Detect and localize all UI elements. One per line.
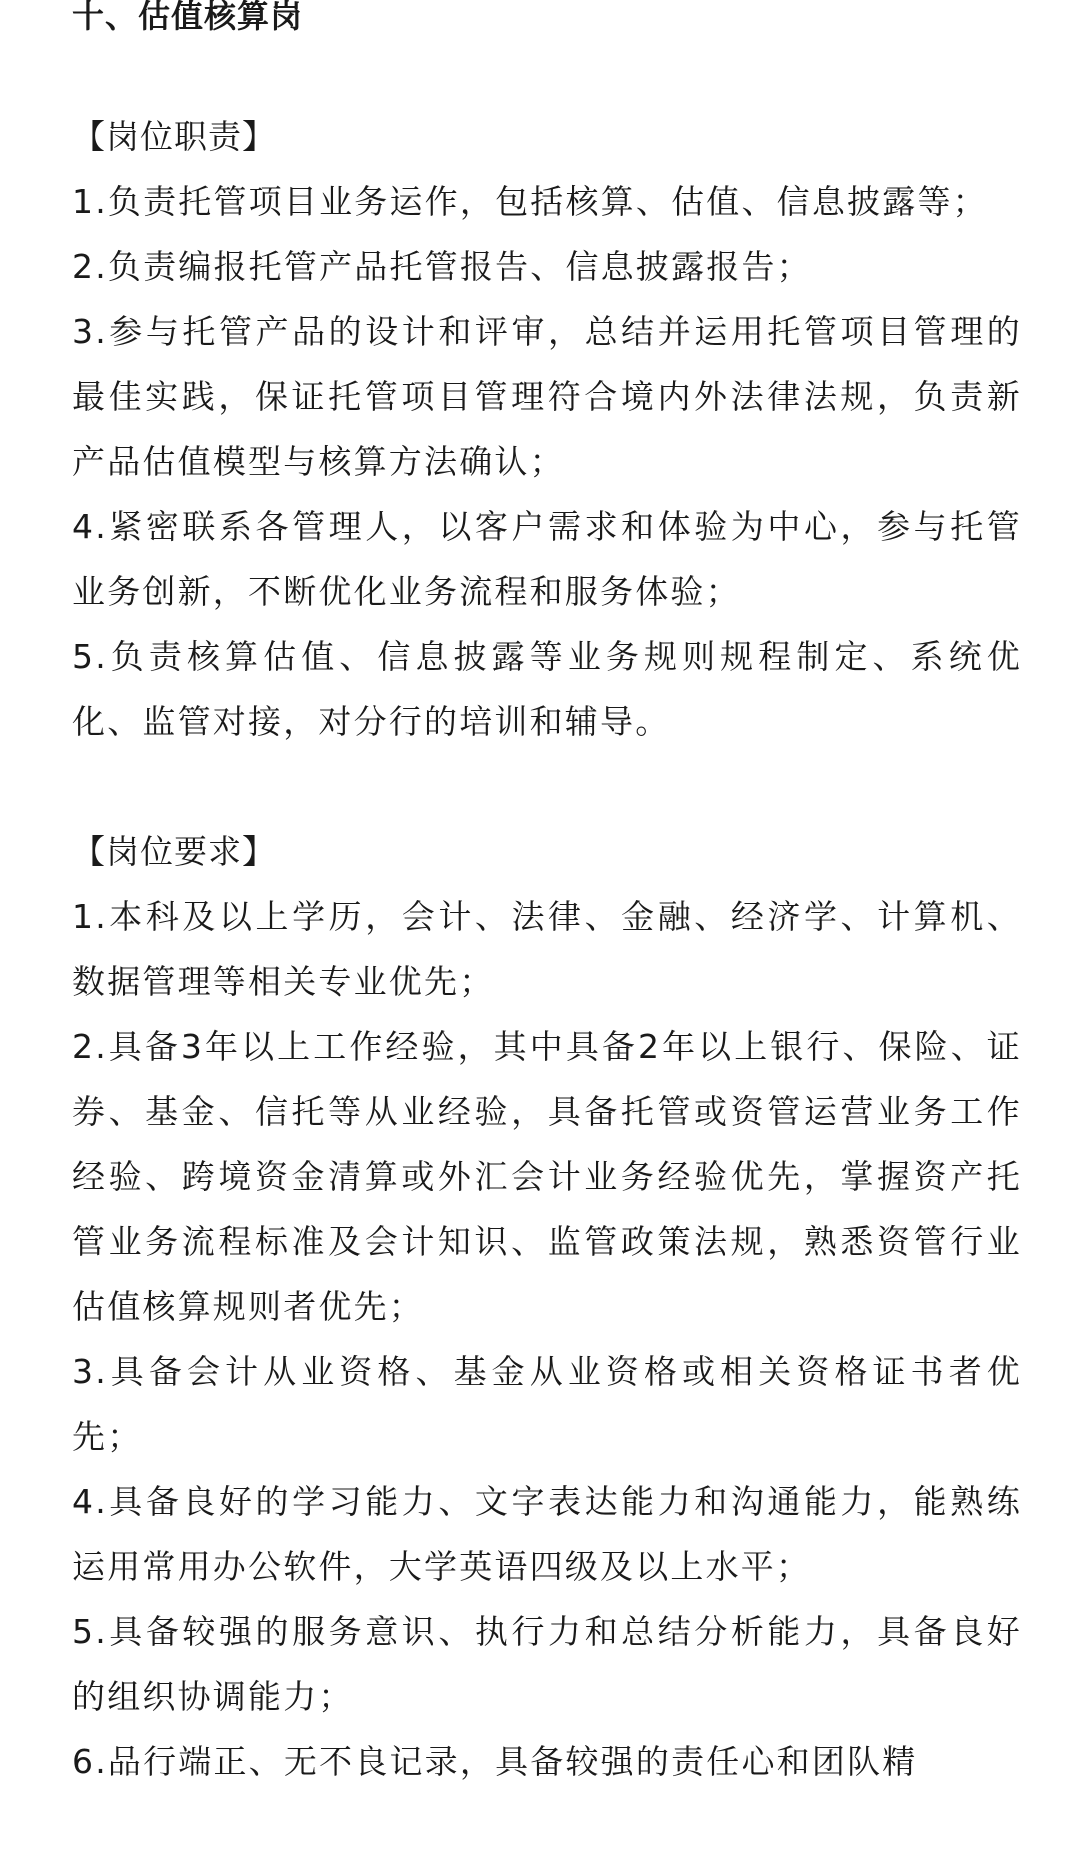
requirement-item-5: 5.具备较强的服务意识、执行力和总结分析能力，具备良好的组织协调能力； [72,1612,1022,1716]
page-title: 十、估值核算岗 [72,0,304,35]
duty-item-4: 4.紧密联系各管理人，以客户需求和体验为中心，参与托管业务创新，不断优化业务流程和服务体验； [72,507,1022,611]
job-posting [72,0,1022,1794]
duties-heading: 【岗位职责】 [72,117,276,156]
requirement-item-6: 6.品行端正、无不良记录，具备较强的责任心和团队精 [72,1742,918,1781]
section-spacer [72,754,1022,819]
duty-item-5: 5.负责核算估值、信息披露等业务规则规程制定、系统优化、监管对接，对分行的培训和辅导。 [72,637,1022,741]
duty-item-1: 1.负责托管项目业务运作，包括核算、估值、信息披露等； [72,182,988,221]
requirement-item-3: 3.具备会计从业资格、基金从业资格或相关资格证书者优先； [72,1352,1022,1456]
requirement-item-4: 4.具备良好的学习能力、文字表达能力和沟通能力，能熟练运用常用办公软件，大学英语四级及以上水平； [72,1482,1022,1586]
requirement-item-1: 1.本科及以上学历，会计、法律、金融、经济学、计算机、数据管理等相关专业优先； [72,897,1022,1001]
duty-item-2: 2.负责编报托管产品托管报告、信息披露报告； [72,247,812,286]
requirement-item-2: 2.具备3年以上工作经验，其中具备2年以上银行、保险、证券、基金、信托等从业经验，具备托管或资管运营业务工作经验、跨境资金清算或外汇会计业务经验优先，掌握资产托管业务流程标准及会计知识、监管政策法规，熟悉资管行业估值核算规则者优先； [72,1027,1022,1326]
requirements-heading: 【岗位要求】 [72,832,276,871]
duty-item-3: 3.参与托管产品的设计和评审，总结并运用托管项目管理的最佳实践，保证托管项目管理符合境内外法律法规，负责新产品估值模型与核算方法确认； [72,312,1022,481]
